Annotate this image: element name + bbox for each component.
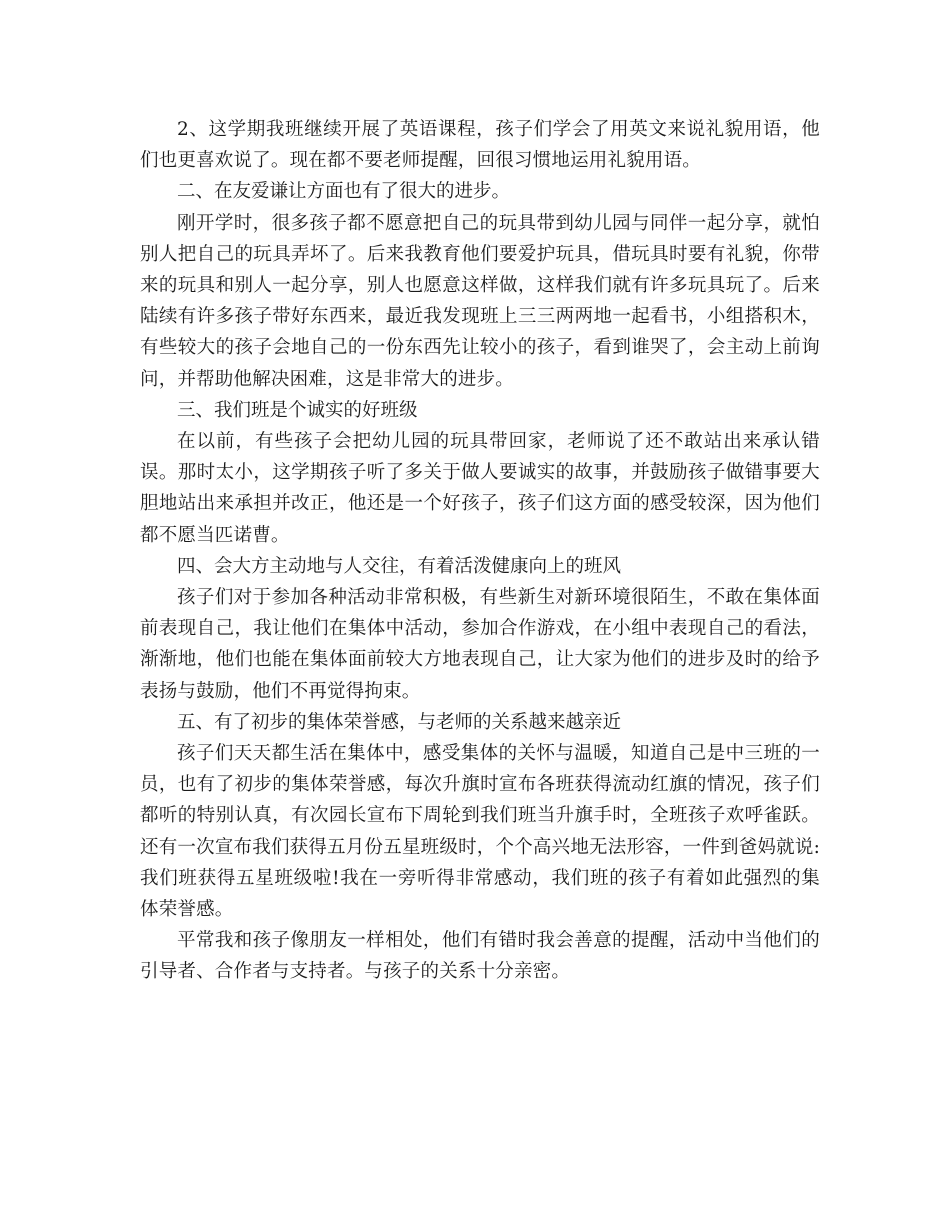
paragraph-collective-honor: 孩子们天天都生活在集体中，感受集体的关怀与温暖，知道自己是中三班的一员，也有了初步的集体荣誉感，每次升旗时宣布各班获得流动红旗的情况，孩子们都听的特别认真，有次园长宣布下周轮到我们班当升旗手时，全班孩子欢呼雀跃。还有一次宣布我们获得五月份五星班级时，个个高兴地无法形容，一件到爸妈就说:我们班获得五星班级啦!我在一旁听得非常感动，我们班的孩子有着如此强烈的集体荣誉感。 (140, 743, 820, 921)
paragraph-teacher-relationship: 平常我和孩子像朋友一样相处，他们有错时我会善意的提醒，活动中当他们的引导者、合作者与支持者。与孩子的关系十分亲密。 (140, 930, 820, 983)
paragraph-english-course: 2、这学期我班继续开展了英语课程，孩子们学会了用英文来说礼貌用语，他们也更喜欢说了。现在都不要老师提醒，回很习惯地运用礼貌用语。 (140, 119, 820, 172)
paragraph-sharing-toys: 刚开学时，很多孩子都不愿意把自己的玩具带到幼儿园与同伴一起分享，就怕别人把自己的玩具弄坏了。后来我教育他们要爱护玩具，借玩具时要有礼貌，你带来的玩具和别人一起分享，别人也愿意这样做，这样我们就有许多玩具玩了。后来陆续有许多孩子带好东西来，最近我发现班上三三两两地一起看书，小组搭积木，有些较大的孩子会地自己的一份东西先让较小的孩子，看到谁哭了，会主动上前询问，并帮助他解决困难，这是非常大的进步。 (140, 212, 820, 390)
section-heading-2: 二、在友爱谦让方面也有了很大的进步。 (177, 181, 511, 203)
paragraph-social-activity: 孩子们对于参加各种活动非常积极，有些新生对新环境很陌生，不敢在集体面前表现自己，我让他们在集体中活动，参加合作游戏，在小组中表现自己的看法，渐渐地，他们也能在集体面前较大方地表现自己，让大家为他们的进步及时的给予表扬与鼓励，他们不再觉得拘束。 (140, 587, 820, 702)
document-page (140, 114, 820, 988)
section-heading-5: 五、有了初步的集体荣誉感，与老师的关系越来越亲近 (177, 711, 622, 733)
section-heading-4: 四、会大方主动地与人交往，有着活泼健康向上的班风 (177, 555, 622, 577)
paragraph-honesty: 在以前，有些孩子会把幼儿园的玩具带回家，老师说了还不敢站出来承认错误。那时太小，这学期孩子听了多关于做人要诚实的故事，并鼓励孩子做错事要大胆地站出来承担并改正，他还是一个好孩子，孩子们这方面的感受较深，因为他们都不愿当匹诺曹。 (140, 431, 820, 546)
section-heading-3: 三、我们班是个诚实的好班级 (177, 399, 418, 421)
